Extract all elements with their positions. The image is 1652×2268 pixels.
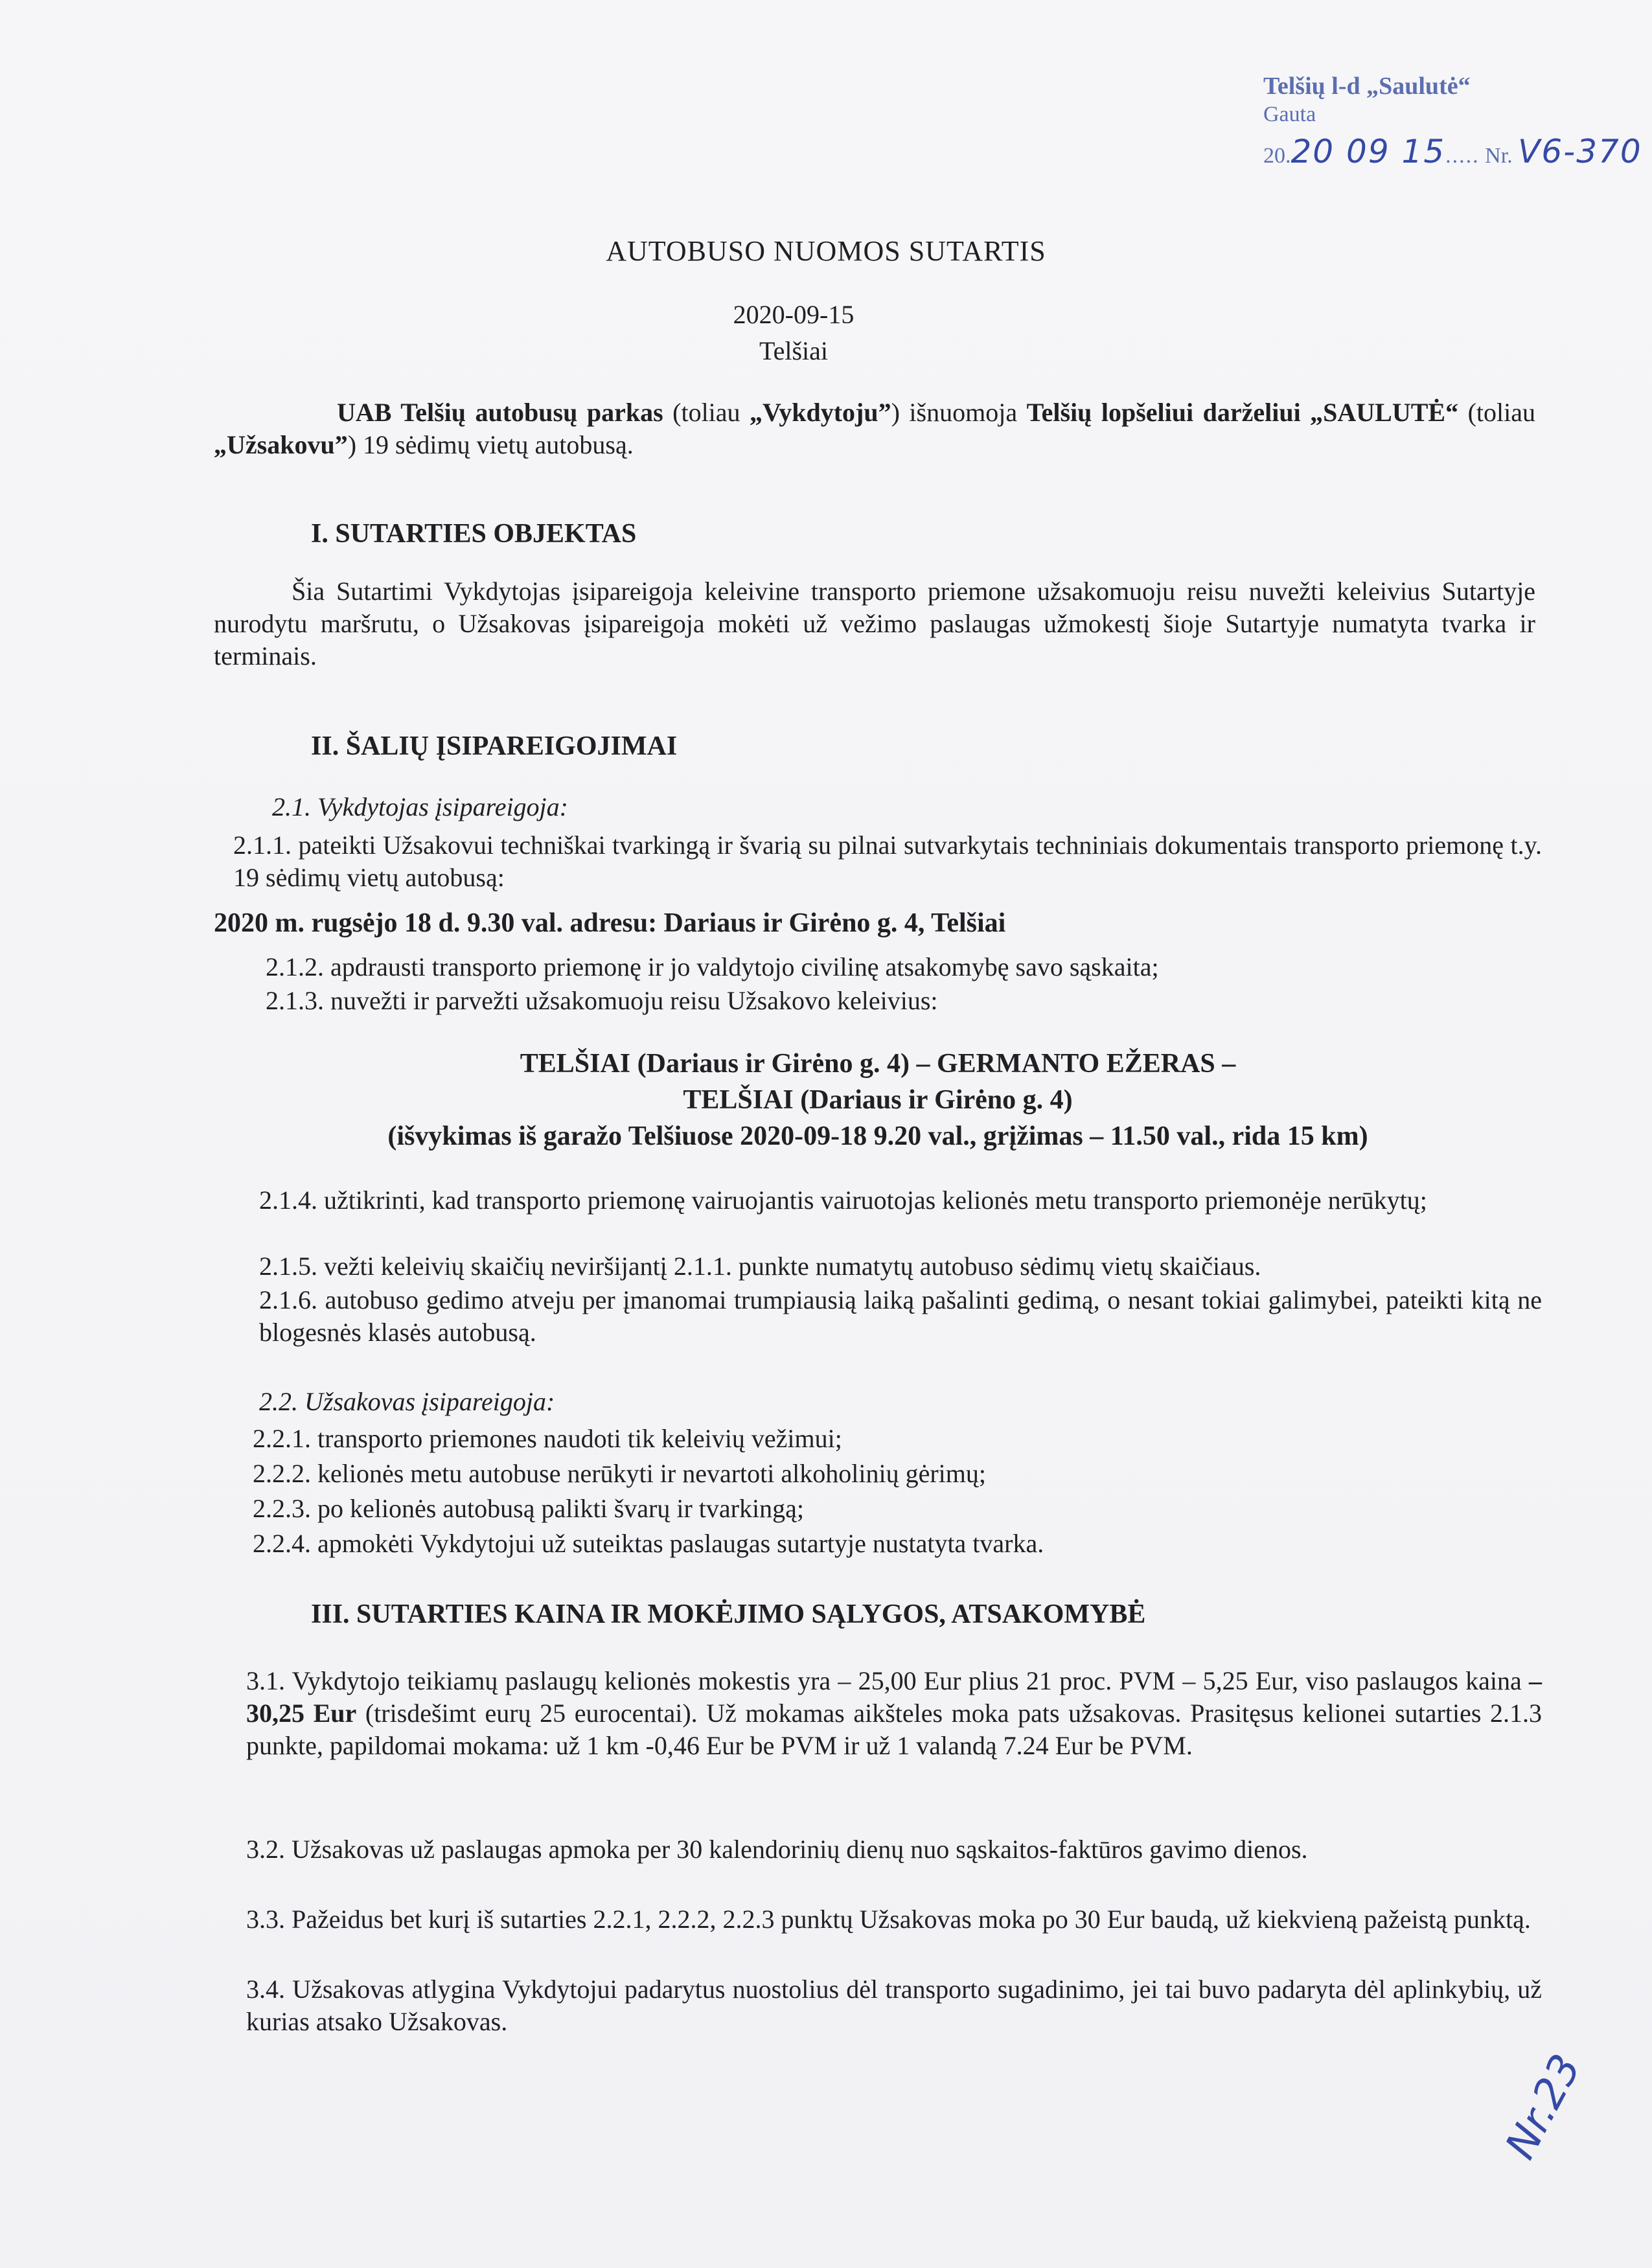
section-2-heading: II. ŠALIŲ ĮSIPAREIGOJIMAI: [311, 731, 678, 761]
section-1-body: Šia Sutartimi Vykdytojas įsipareigoja keleivine transporto priemone užsakomuoju reisu nuvežti keleivius Sutartyje nurodytu maršrutu, o Užsakovas įsipareigoja mokėti už vežimo paslaugas užmokestį šioje Sutartyje numatyta tvarka ir terminais.: [214, 577, 1535, 670]
clause-2-1-1-pickup: 2020 m. rugsėjo 18 d. 9.30 val. adresu: Dariaus ir Girėno g. 4, Telšiai: [214, 908, 1006, 938]
clause-3-3: 3.3. Pažeidus bet kurį iš sutarties 2.2.1, 2.2.2, 2.2.3 punktų Užsakovas moka po 30 Eur baudą, už kiekvieną pažeistą punktą.: [246, 1905, 1531, 1934]
stamp-date-line: [1263, 132, 1642, 176]
clause-2-1-1-text: 2.1.1. pateikti Užsakovui techniškai tvarkingą ir švarią su pilnai sutvarkytais techniniais dokumentais transporto priemonę t.y. 19 sėdimų vietų autobusą:: [233, 830, 1542, 892]
clause-3-2: 3.2. Užsakovas už paslaugas apmoka per 30 kalendorinių dienų nuo sąskaitos-faktūros gavimo dienos.: [246, 1835, 1308, 1864]
client-alias: „Užsakovu”: [214, 430, 348, 459]
contractor-name: UAB Telšių autobusų parkas: [337, 398, 663, 427]
clause-2-1-4: 2.1.4. užtikrinti, kad transporto priemonę vairuojantis vairuotojas kelionės metu transporto priemonėje nerūkytų;: [259, 1186, 1427, 1215]
intro-text-1: (toliau: [663, 398, 750, 427]
stamp-year-prefix: 20.: [1263, 144, 1291, 168]
subsection-2-1-heading: 2.1. Vykdytojas įsipareigoja:: [272, 792, 568, 821]
stamp-handwritten-date: 20 09 15: [1291, 133, 1446, 170]
stamp-received-label: Gauta: [1263, 102, 1316, 126]
subsection-2-2-heading: 2.2. Užsakovas įsipareigoja:: [259, 1387, 555, 1416]
clause-3-1-text-2: (trisdešimt eurų 25 eurocentai). Už mokamas aikšteles moka pats užsakovas. Prasitęsus kelionei sutarties 2.1.3 punkte, papildomai mokama: už 1 km -0,46 Eur be PVM ir už 1 valandą 7.24 Eur be PVM.: [246, 1699, 1542, 1760]
clause-2-2-2: 2.2.2. kelionės metu autobuse nerūkyti ir nevartoti alkoholinių gėrimų;: [253, 1459, 986, 1488]
route-line-3: (išvykimas iš garažo Telšiuose 2020-09-18 9.20 val., grįžimas – 11.50 val., rida 15 km): [387, 1121, 1368, 1151]
intro-text-3: (toliau: [1458, 398, 1536, 427]
document-place: Telšiai: [759, 336, 829, 365]
document-title: AUTOBUSO NUOMOS SUTARTIS: [606, 235, 1046, 267]
clause-2-2-4: 2.2.4. apmokėti Vykdytojui už suteiktas paslaugas sutartyje nustatyta tvarka.: [253, 1529, 1044, 1558]
clause-2-1-6: 2.1.6. autobuso gedimo atveju per įmanomai trumpiausią laiką pašalinti gedimą, o nesant tokiai galimybei, pateikti kitą ne blogesnės klasės autobusą.: [259, 1285, 1542, 1347]
clause-2-1-1: [233, 829, 1542, 894]
section-1-text: [214, 575, 1535, 672]
client-name: Telšių lopšeliui darželiui „SAULUTĖ“: [1026, 398, 1459, 427]
route-line-1: TELŠIAI (Dariaus ir Girėno g. 4) – GERMANTO EŽERAS –: [520, 1049, 1236, 1079]
stamp-institution: Telšių l-d „Saulutė“: [1263, 73, 1471, 100]
clause-2-2-3: 2.2.3. po kelionės autobusą palikti švarų ir tvarkingą;: [253, 1494, 804, 1523]
route-line-2: TELŠIAI (Dariaus ir Girėno g. 4): [683, 1085, 1073, 1115]
clause-2-1-5: 2.1.5. vežti keleivių skaičių neviršijantį 2.1.1. punkte numatytų autobuso sėdimų vietų skaičiaus.: [259, 1252, 1261, 1281]
intro-text-2: ) išnuomoja: [891, 398, 1027, 427]
clause-2-1-3: 2.1.3. nuvežti ir parvežti užsakomuoju reisu Užsakovo keleivius:: [266, 986, 938, 1015]
contractor-alias: „Vykdytoju”: [750, 398, 891, 427]
stamp-nr-label: Nr.: [1485, 144, 1513, 168]
stamp-handwritten-number: V6-370: [1518, 133, 1642, 170]
handwritten-page-number: Nr.23: [1497, 2046, 1591, 2167]
section-3-heading: III. SUTARTIES KAINA IR MOKĖJIMO SĄLYGOS, ATSAKOMYBĖ: [311, 1599, 1146, 1629]
document-date: 2020-09-15: [733, 300, 855, 329]
clause-3-1-text-1: 3.1. Vykdytojo teikiamų paslaugų kelionės mokestis yra – 25,00 Eur plius 21 proc. PVM – 5,25 Eur, viso paslaugos kaina: [246, 1666, 1529, 1695]
clause-2-2-1: 2.2.1. transporto priemones naudoti tik keleivių vežimui;: [253, 1424, 842, 1453]
intro-paragraph: [214, 396, 1535, 461]
section-1-heading: I. SUTARTIES OBJEKTAS: [311, 519, 637, 549]
clause-3-4: 3.4. Užsakovas atlygina Vykdytojui padarytus nuostolius dėl transporto sugadinimo, jei tai buvo padaryta dėl aplinkybių, už kurias atsako Užsakovas.: [246, 1975, 1542, 2036]
clause-3-1: [246, 1665, 1542, 1762]
stamp-dots: .....: [1445, 144, 1480, 168]
clause-3-1-total: – 30,25 Eur: [246, 1666, 1542, 1728]
received-stamp: [1263, 71, 1642, 176]
clause-2-1-2: 2.1.2. apdrausti transporto priemonę ir jo valdytojo civilinę atsakomybę savo sąskaita;: [266, 952, 1159, 981]
intro-text-4: ) 19 sėdimų vietų autobusą.: [347, 430, 634, 459]
